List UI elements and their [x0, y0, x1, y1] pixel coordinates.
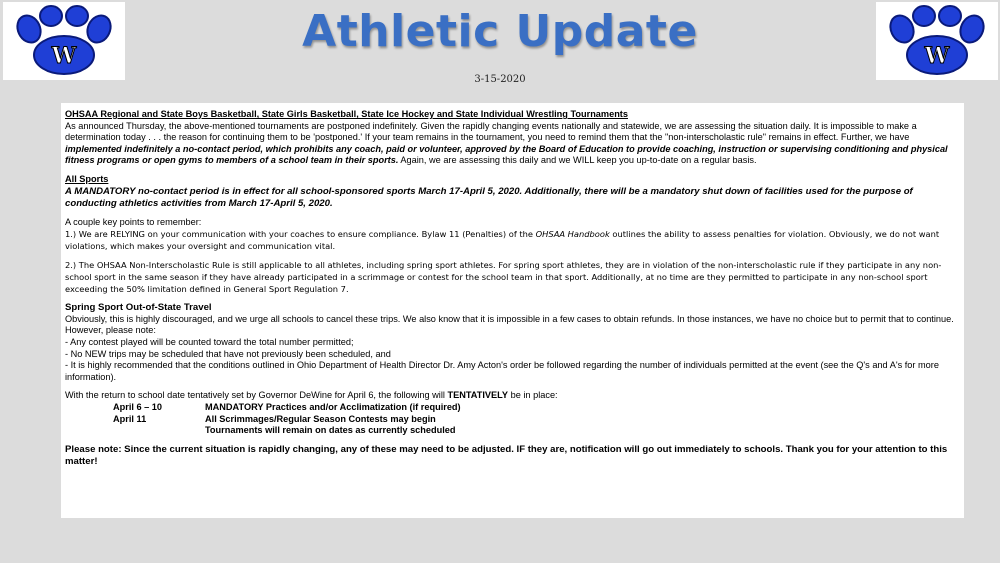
schedule-list: [65, 402, 960, 437]
key-point-1: 1.) We are RELYING on your communication with your coaches to ensure compliance. Bylaw 11 (Penalties) of the OHSAA Handbook outlines the ability to assess penalties for violation. Obviously, we do not want violations, which makes your oversight and communication vital.: [65, 229, 940, 252]
mandatory-notice: A MANDATORY no-contact period is in effect for all school-sponsored sports March 17-April 5, 2020. Additionally, there will be a mandatory shut down of facilities used for the purpose of conducting athletics activities from March 17-April 5, 2020.: [65, 185, 913, 209]
section-heading-travel: Spring Sport Out-of-State Travel: [65, 302, 212, 314]
schedule-row: Tournaments will remain on dates as currently scheduled: [205, 425, 456, 436]
section-text-travel: Obviously, this is highly discouraged, and we urge all schools to cancel these trips. We also know that it is impossible in a few cases to obtain refunds. In those instances, we have no choice but to permit that to continue. However, please note:: [65, 313, 954, 336]
schedule-row: April 11 All Scrimmages/Regular Season Contests may begin: [113, 413, 436, 424]
content-panel: [61, 103, 964, 518]
section-heading-tournaments: OHSAA Regional and State Boys Basketball, State Girls Basketball, State Ice Hockey and State Individual Wrestling Tournaments: [65, 109, 628, 119]
page-title: Athletic Update: [302, 6, 698, 57]
key-points-intro: A couple key points to remember:: [65, 216, 202, 227]
list-item: - It is highly recommended that the conditions outlined in Ohio Department of Health Director Dr. Amy Acton's order be followed regarding the number of individuals permitted at the event (see the Q's and A's for more information).: [65, 360, 939, 382]
closing-note: Please note: Since the current situation is rapidly changing, any of these may need to be adjusted. IF they are, notification will go out immediately to schools. Thank you for your attention to this matter!: [65, 443, 948, 468]
schedule-row: April 6 – 10 MANDATORY Practices and/or Acclimatization (if required): [113, 401, 461, 412]
schedule-intro: With the return to school date tentatively set by Governor DeWine for April 6, the following will TENTATIVELY be in place:: [65, 390, 558, 401]
section-heading-all-sports: All Sports: [65, 173, 109, 184]
update-date: 3-15-2020: [474, 74, 526, 85]
list-item: - Any contest played will be counted toward the total number permitted;: [65, 336, 354, 347]
list-item: - No NEW trips may be scheduled that have not previously been scheduled, and: [65, 348, 391, 359]
logo-letter: W: [51, 43, 77, 69]
section-text-tournaments: As announced Thursday, the above-mentioned tournaments are postponed indefinitely. Given the rapidly changing events nationally and statewide, we are assessing the situation daily. It is impossible to make a determination today . . . the reason for continuing them to be 'postponed.' If your team remains in the tournament, you need to remind them that the "non-interscholastic rule" remains in effect. Further, we have implemented indefinitely a no-contact period, which prohibits any coach, paid or volunteer, approved by the Board of Education to provide coaching, instruction or supervising conditioning and physical fitness programs or open gyms to members of a school team in their sports. Again, we are assessing this daily and we WILL keep you up-to-date on a regular basis.: [65, 120, 948, 166]
logo-letter: W: [924, 43, 950, 69]
key-point-2: 2.) The OHSAA Non-Interscholastic Rule is still applicable to all athletes, including spring sport athletes. For spring sport athletes, they are in violation of the non-interscholastic rule if they participate in any non-school sport in the same season if they have already participated in a scrimmage or contest for the school team in that sport. Additionally, at no time are they permitted to participate in any non-school sport exceeding the 50% limitation defined in General Sport Regulation 7.: [65, 260, 942, 295]
